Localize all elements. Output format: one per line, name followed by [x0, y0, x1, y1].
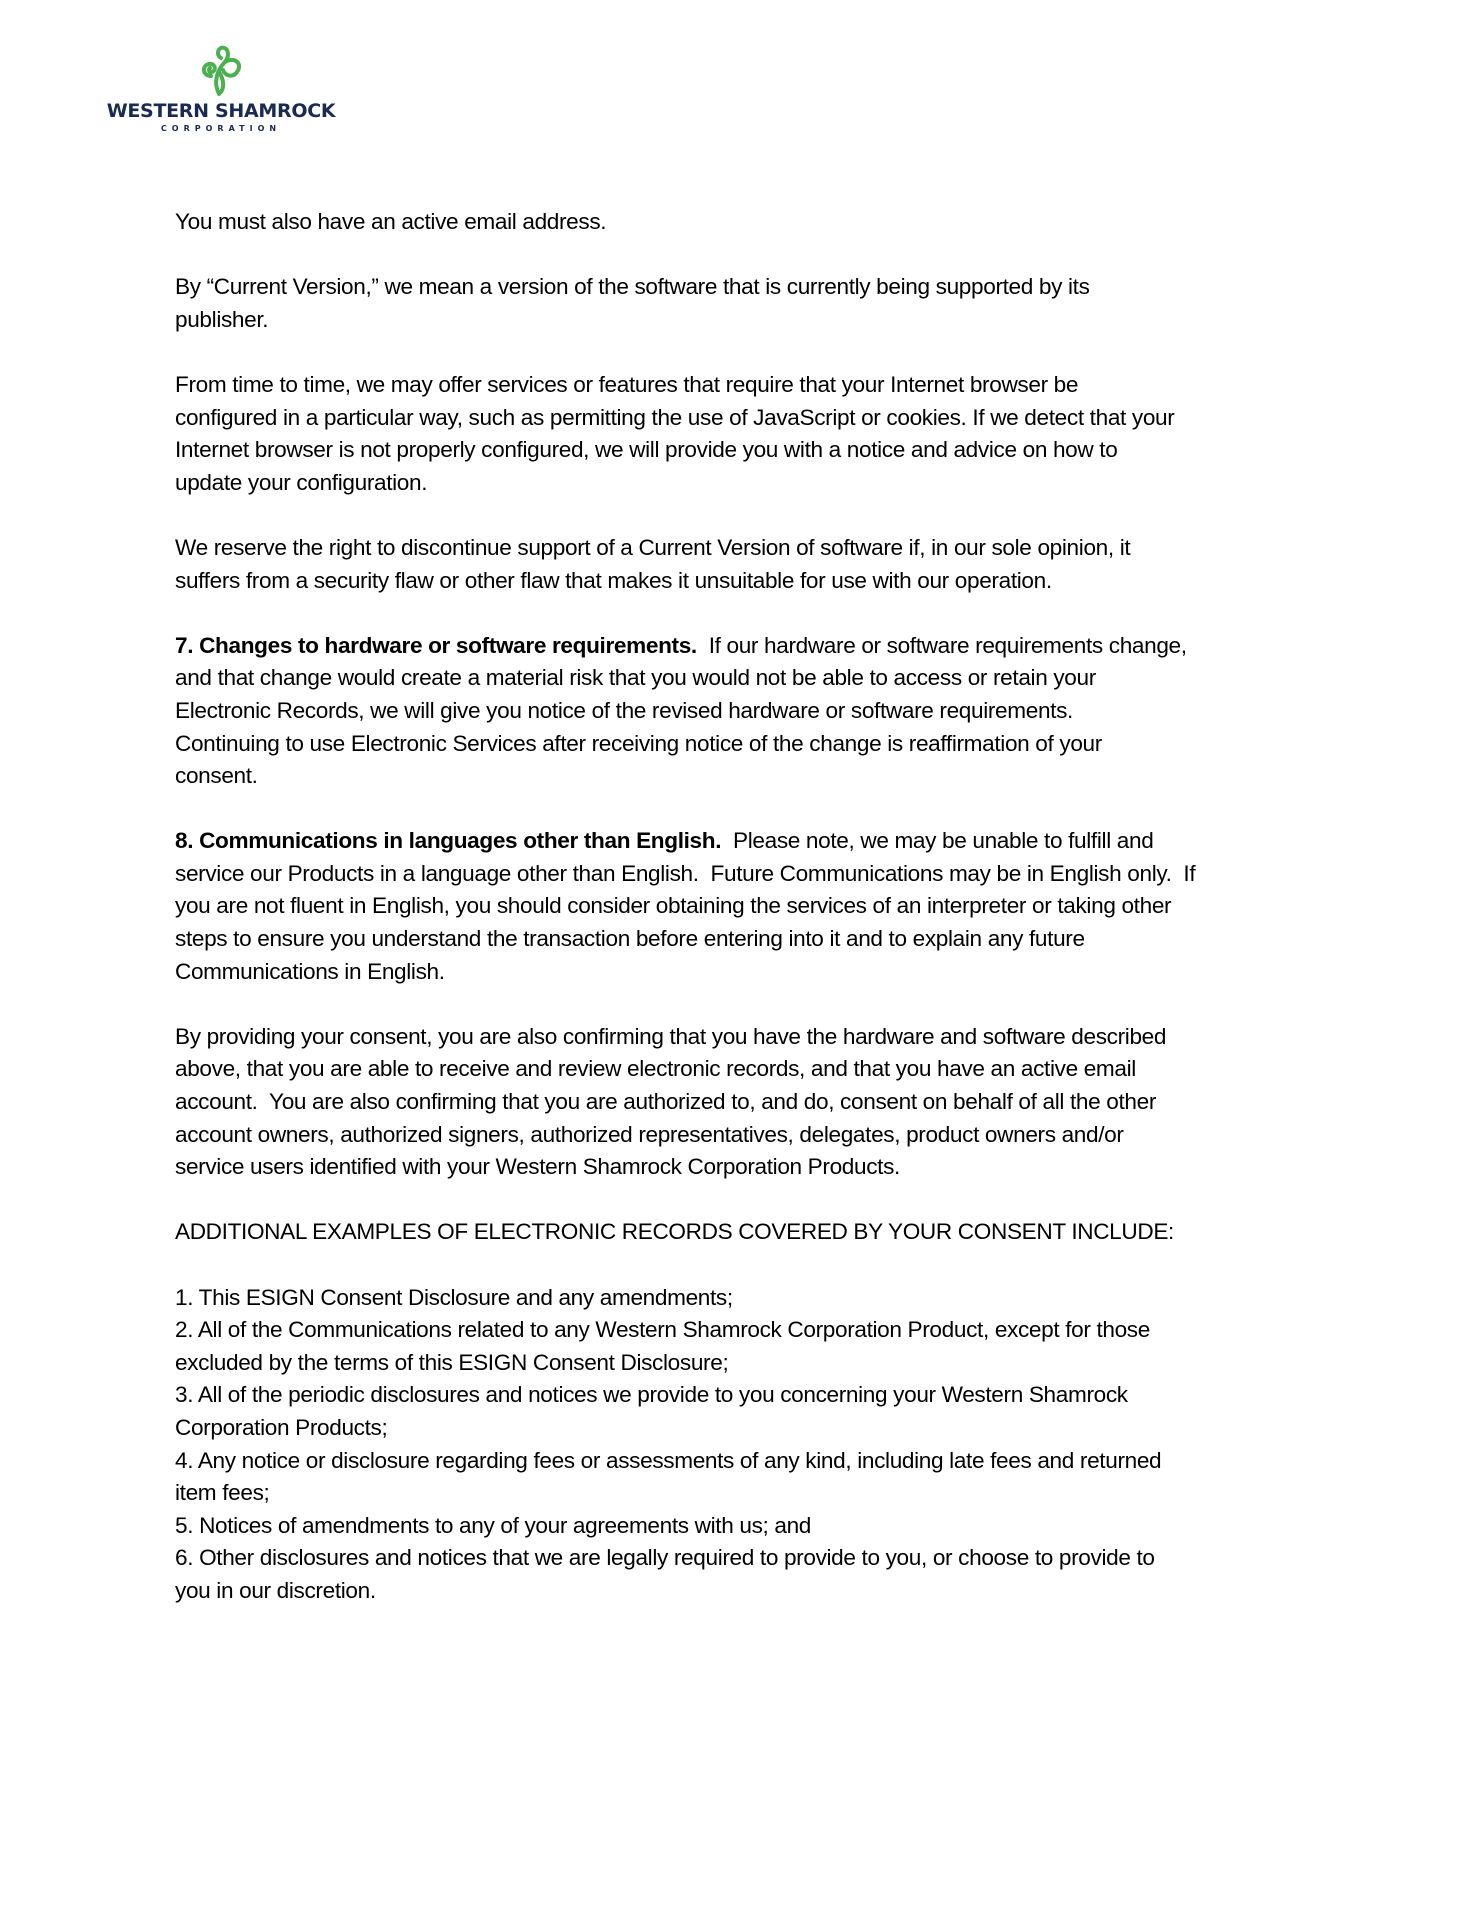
text-line — [175, 630, 1315, 663]
text-line: account. You are also confirming that you are authorized to, and do, consent on behalf of all the other — [175, 1089, 1157, 1115]
list-item: 1. This ESIGN Consent Disclosure and any amendments; — [175, 1284, 733, 1310]
text-fragment: Please note, we may be unable to fulfill and — [721, 828, 1154, 854]
examples-heading — [175, 1216, 1315, 1249]
text-line: steps to ensure you understand the transaction before entering into it and to explain any future — [175, 926, 1085, 952]
paragraph-consent-confirmation — [175, 1021, 1315, 1184]
text-line: you are not fluent in English, you should consider obtaining the services of an interpreter or taking other — [175, 893, 1172, 919]
text-line: service our Products in a language other than English. Future Communications may be in English only. If — [175, 860, 1196, 886]
logo-wordmark: WESTERN SHAMROCK — [106, 100, 336, 122]
text-line: configured in a particular way, such as permitting the use of JavaScript or cookies. If we detect that your — [175, 404, 1175, 430]
paragraph-browser-config — [175, 369, 1315, 499]
text-line: service users identified with your Western Shamrock Corporation Products. — [175, 1154, 900, 1180]
list-item: Corporation Products; — [175, 1414, 388, 1440]
text-fragment: If our hardware or software requirements change, — [696, 632, 1187, 658]
logo-subtitle: CORPORATION — [160, 124, 282, 133]
list-item: 2. All of the Communications related to any Western Shamrock Corporation Product, except for those — [175, 1317, 1150, 1343]
text-line: By providing your consent, you are also confirming that you have the hardware and software described — [175, 1023, 1167, 1049]
list-item: 4. Any notice or disclosure regarding fees or assessments of any kind, including late fees and returned — [175, 1447, 1162, 1473]
text-line: account owners, authorized signers, authorized representatives, delegates, product owners and/or — [175, 1121, 1124, 1147]
shamrock-icon — [191, 42, 251, 98]
text-line: above, that you are able to receive and review electronic records, and that you have an active email — [175, 1056, 1136, 1082]
section-7-changes — [175, 630, 1315, 793]
text-line: update your configuration. — [175, 469, 428, 495]
list-item: 6. Other disclosures and notices that we are legally required to provide to you, or choose to provide to — [175, 1545, 1155, 1571]
list-item: item fees; — [175, 1480, 270, 1506]
text-line: By “Current Version,” we mean a version of the software that is currently being supported by its — [175, 274, 1090, 300]
text-line: Communications in English. — [175, 958, 445, 984]
paragraph-email — [175, 206, 1315, 239]
text-line: suffers from a security flaw or other flaw that makes it unsuitable for use with our operation. — [175, 567, 1052, 593]
section-heading: 8. Communications in languages other than English. — [175, 828, 722, 854]
list-item: 5. Notices of amendments to any of your agreements with us; and — [175, 1512, 812, 1538]
text-line: consent. — [175, 763, 258, 789]
text-line: ADDITIONAL EXAMPLES OF ELECTRONIC RECORDS COVERED BY YOUR CONSENT INCLUDE: — [175, 1219, 1174, 1245]
section-heading: 7. Changes to hardware or software requirements. — [175, 632, 697, 658]
text-line: Continuing to use Electronic Services after receiving notice of the change is reaffirmation of your — [175, 730, 1102, 756]
examples-list — [175, 1282, 1315, 1608]
company-logo — [96, 40, 346, 140]
text-line: Electronic Records, we will give you notice of the revised hardware or software requirements. — [175, 697, 1073, 723]
text-line: From time to time, we may offer services or features that require that your Internet browser be — [175, 371, 1079, 397]
paragraph-current-version — [175, 271, 1315, 336]
list-item: you in our discretion. — [175, 1577, 376, 1603]
document-body — [175, 206, 1315, 1608]
list-item: excluded by the terms of this ESIGN Consent Disclosure; — [175, 1349, 729, 1375]
section-8-languages — [175, 825, 1315, 988]
text-line: We reserve the right to discontinue support of a Current Version of software if, in our sole opinion, it — [175, 534, 1131, 560]
list-item: 3. All of the periodic disclosures and notices we provide to you concerning your Western Shamrock — [175, 1382, 1128, 1408]
text-line: and that change would create a material risk that you would not be able to access or retain your — [175, 665, 1096, 691]
paragraph-discontinue-support — [175, 532, 1315, 597]
text-line — [175, 825, 1315, 858]
text-line: publisher. — [175, 306, 269, 332]
text-line: You must also have an active email address. — [175, 209, 607, 234]
text-line: Internet browser is not properly configured, we will provide you with a notice and advice on how to — [175, 437, 1118, 463]
